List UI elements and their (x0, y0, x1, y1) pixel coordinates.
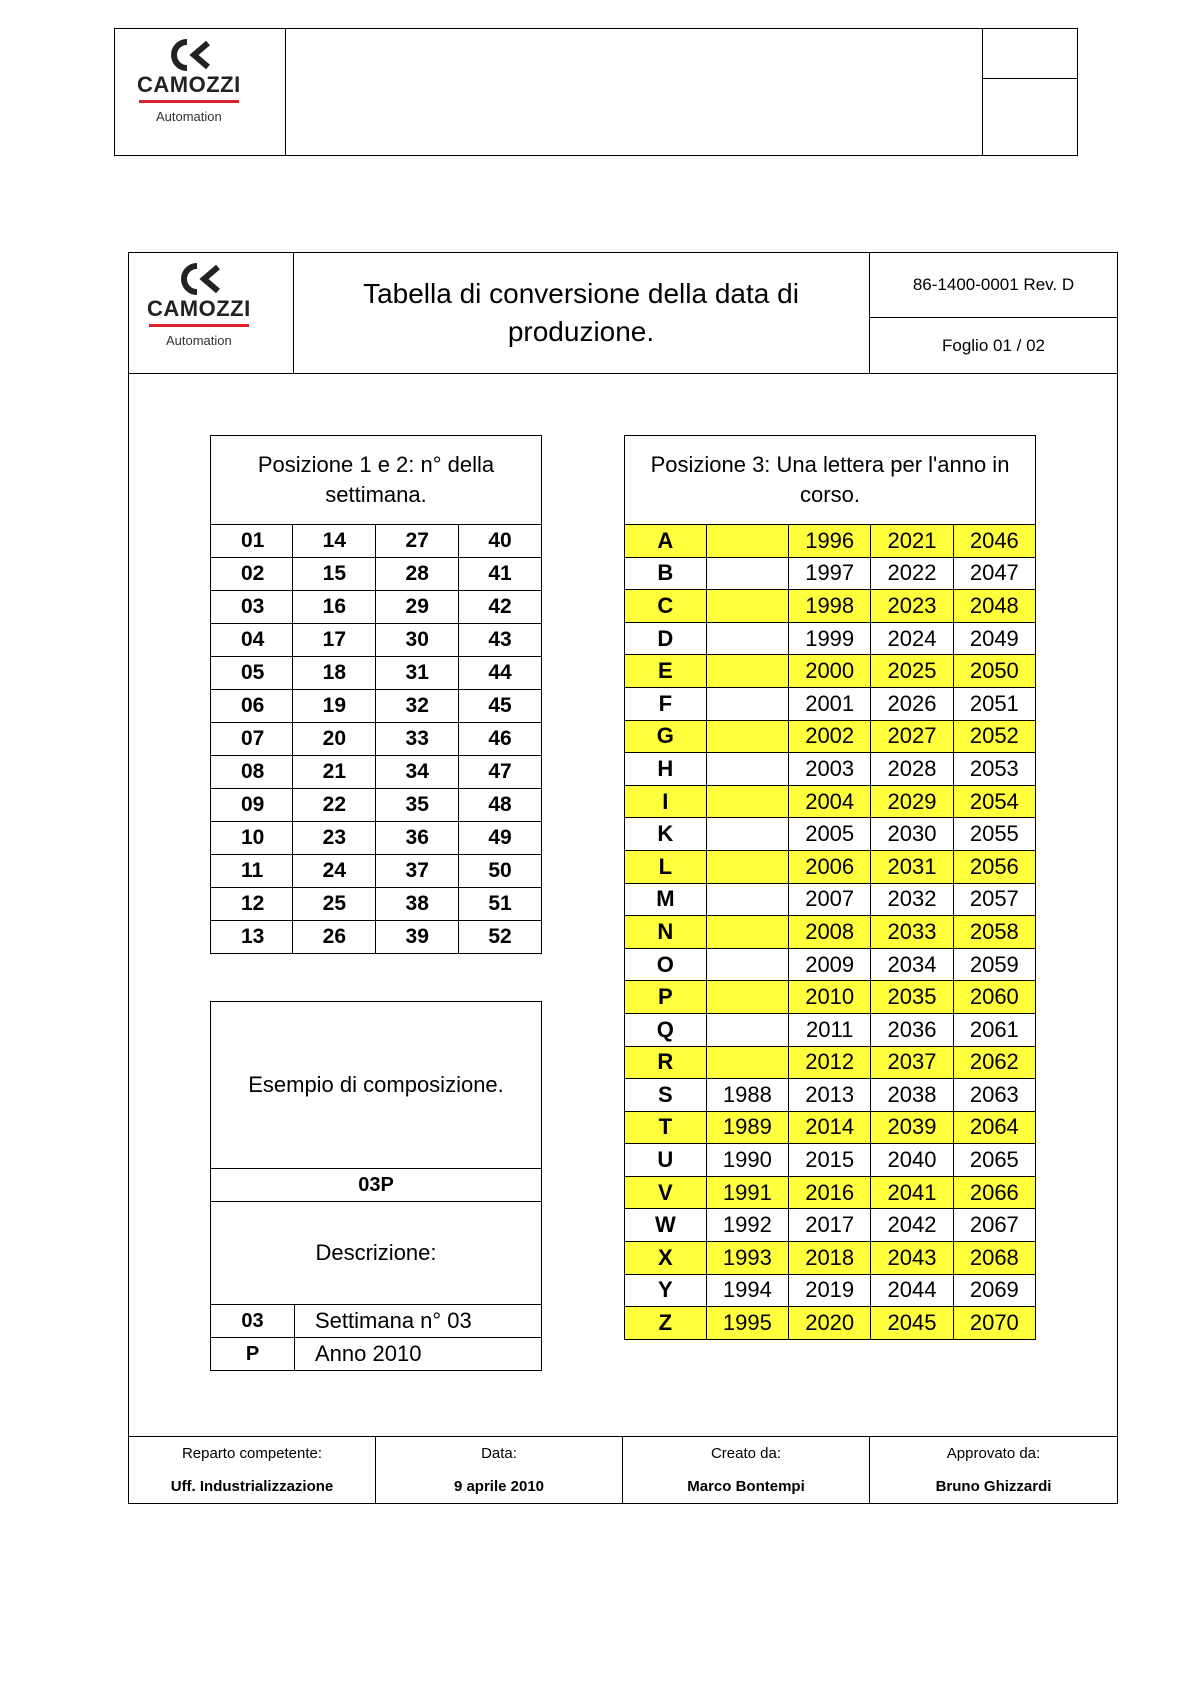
week-number-cell: 27 (376, 525, 459, 558)
year-letter-cell: C (625, 590, 707, 623)
year-letter-cell: V (625, 1176, 707, 1209)
week-number-cell: 48 (459, 789, 542, 822)
week-number-cell: 12 (211, 888, 293, 921)
week-row (211, 624, 542, 657)
week-number-cell: 02 (211, 558, 293, 591)
sheet-title: Tabella di conversione della data di produzione. (293, 253, 870, 373)
year-cell: 2007 (789, 883, 871, 916)
year-cell: 2056 (953, 850, 1035, 883)
camozzi-logo-sheet (147, 263, 251, 348)
year-cell: 2064 (953, 1111, 1035, 1144)
year-letter-cell: L (625, 850, 707, 883)
year-row (625, 948, 1036, 981)
week-row (211, 756, 542, 789)
year-row (625, 1013, 1036, 1046)
week-number-cell: 35 (376, 789, 459, 822)
year-row (625, 1242, 1036, 1275)
year-letter-cell: E (625, 655, 707, 688)
year-cell: 2067 (953, 1209, 1035, 1242)
year-row (625, 590, 1036, 623)
sheet-footer (129, 1436, 1117, 1503)
year-cell: 2022 (871, 557, 953, 590)
year-cell: 2020 (789, 1307, 871, 1340)
year-cell (706, 720, 788, 753)
year-letter-cell: U (625, 1144, 707, 1177)
week-number-table (210, 435, 542, 954)
year-cell (706, 622, 788, 655)
year-cell: 2031 (871, 850, 953, 883)
footer-label: Data: (481, 1445, 517, 1462)
week-number-cell: 18 (293, 657, 376, 690)
year-cell: 2068 (953, 1242, 1035, 1275)
year-cell: 2014 (789, 1111, 871, 1144)
year-letter-cell: G (625, 720, 707, 753)
year-row (625, 655, 1036, 688)
week-number-cell: 49 (459, 822, 542, 855)
year-cell (706, 948, 788, 981)
page-header-page-cell (982, 79, 1077, 155)
footer-label: Creato da: (710, 1445, 782, 1462)
week-number-cell: 15 (293, 558, 376, 591)
footer-value: Marco Bontempi (687, 1478, 805, 1495)
year-letter-cell: W (625, 1209, 707, 1242)
page-header-title-cell (285, 29, 983, 155)
year-cell: 2028 (871, 753, 953, 786)
year-row (625, 557, 1036, 590)
document-reference: 86-1400-0001 Rev. D (870, 253, 1117, 318)
year-cell: 2019 (789, 1274, 871, 1307)
year-cell: 2010 (789, 981, 871, 1014)
year-cell: 2015 (789, 1144, 871, 1177)
sheet-logo-cell (129, 253, 294, 373)
year-cell: 2060 (953, 981, 1035, 1014)
year-letter-cell: M (625, 883, 707, 916)
year-letter-cell: A (625, 525, 707, 558)
year-cell: 2033 (871, 916, 953, 949)
year-letter-cell: R (625, 1046, 707, 1079)
page-header-logo-cell (115, 29, 286, 155)
year-cell: 2023 (871, 590, 953, 623)
example-code: 03P (211, 1169, 542, 1202)
year-cell (706, 883, 788, 916)
example-item (211, 1305, 542, 1338)
year-row (625, 720, 1036, 753)
footer-value: 9 aprile 2010 (453, 1478, 545, 1495)
year-cell: 2066 (953, 1176, 1035, 1209)
year-cell: 2016 (789, 1176, 871, 1209)
year-cell: 2026 (871, 687, 953, 720)
year-cell: 1991 (706, 1176, 788, 1209)
year-row (625, 1111, 1036, 1144)
year-cell: 2036 (871, 1013, 953, 1046)
year-cell: 2017 (789, 1209, 871, 1242)
year-row (625, 785, 1036, 818)
year-cell (706, 525, 788, 558)
year-letter-cell: I (625, 785, 707, 818)
week-number-cell: 33 (376, 723, 459, 756)
year-cell: 2035 (871, 981, 953, 1014)
year-cell: 2046 (953, 525, 1035, 558)
year-cell: 2040 (871, 1144, 953, 1177)
year-cell: 1993 (706, 1242, 788, 1275)
year-row (625, 622, 1036, 655)
year-cell: 2021 (871, 525, 953, 558)
camozzi-logo (137, 39, 241, 124)
year-row (625, 981, 1036, 1014)
year-cell: 2013 (789, 1079, 871, 1112)
week-number-cell: 26 (293, 921, 376, 954)
year-letter-cell: H (625, 753, 707, 786)
week-number-cell: 16 (293, 591, 376, 624)
week-number-cell: 20 (293, 723, 376, 756)
year-cell: 1996 (789, 525, 871, 558)
week-number-cell: 52 (459, 921, 542, 954)
year-row (625, 850, 1036, 883)
week-number-cell: 39 (376, 921, 459, 954)
year-cell: 2054 (953, 785, 1035, 818)
year-cell: 2012 (789, 1046, 871, 1079)
year-row (625, 1307, 1036, 1340)
year-cell: 1988 (706, 1079, 788, 1112)
year-cell: 1989 (706, 1111, 788, 1144)
example-item-value: Anno 2010 (295, 1338, 542, 1371)
week-number-cell: 11 (211, 855, 293, 888)
year-cell: 2053 (953, 753, 1035, 786)
year-cell: 2055 (953, 818, 1035, 851)
year-cell: 2051 (953, 687, 1035, 720)
week-number-cell: 24 (293, 855, 376, 888)
year-cell: 2002 (789, 720, 871, 753)
year-row (625, 753, 1036, 786)
week-number-cell: 41 (459, 558, 542, 591)
brand-sub: Automation (165, 333, 232, 348)
year-row (625, 1176, 1036, 1209)
week-number-cell: 32 (376, 690, 459, 723)
year-cell (706, 818, 788, 851)
week-number-cell: 46 (459, 723, 542, 756)
year-cell: 2004 (789, 785, 871, 818)
year-cell: 2057 (953, 883, 1035, 916)
week-row (211, 789, 542, 822)
year-cell: 1999 (789, 622, 871, 655)
year-cell (706, 590, 788, 623)
year-letter-cell: Z (625, 1307, 707, 1340)
year-row (625, 687, 1036, 720)
week-row (211, 657, 542, 690)
year-cell: 2018 (789, 1242, 871, 1275)
year-row (625, 1209, 1036, 1242)
example-item-key: 03 (211, 1305, 295, 1338)
year-cell: 2039 (871, 1111, 953, 1144)
week-number-cell: 01 (211, 525, 293, 558)
year-cell: 1995 (706, 1307, 788, 1340)
year-row (625, 1079, 1036, 1112)
week-number-cell: 36 (376, 822, 459, 855)
year-letter-table (624, 435, 1036, 1340)
year-cell: 2048 (953, 590, 1035, 623)
footer-department (129, 1437, 376, 1503)
page-header-ref-cell (982, 29, 1077, 79)
week-number-cell: 50 (459, 855, 542, 888)
page-header (114, 28, 1078, 156)
year-cell: 2069 (953, 1274, 1035, 1307)
year-cell: 2011 (789, 1013, 871, 1046)
week-number-cell: 38 (376, 888, 459, 921)
year-cell: 2058 (953, 916, 1035, 949)
year-letter-cell: B (625, 557, 707, 590)
week-number-cell: 31 (376, 657, 459, 690)
week-number-cell: 34 (376, 756, 459, 789)
week-number-cell: 28 (376, 558, 459, 591)
year-cell: 2032 (871, 883, 953, 916)
year-cell: 2052 (953, 720, 1035, 753)
week-number-cell: 23 (293, 822, 376, 855)
week-number-cell: 04 (211, 624, 293, 657)
week-row (211, 855, 542, 888)
year-cell: 2030 (871, 818, 953, 851)
year-cell (706, 655, 788, 688)
brand-red-line (139, 100, 239, 103)
year-letter-cell: N (625, 916, 707, 949)
year-cell: 2070 (953, 1307, 1035, 1340)
week-number-cell: 05 (211, 657, 293, 690)
year-cell: 2061 (953, 1013, 1035, 1046)
footer-date (376, 1437, 623, 1503)
year-letter-cell: S (625, 1079, 707, 1112)
year-letter-cell: F (625, 687, 707, 720)
week-number-cell: 19 (293, 690, 376, 723)
week-number-cell: 03 (211, 591, 293, 624)
week-row (211, 921, 542, 954)
year-cell (706, 557, 788, 590)
example-item-key: P (211, 1338, 295, 1371)
footer-label: Approvato da: (946, 1445, 1041, 1462)
year-cell (706, 981, 788, 1014)
year-cell: 1990 (706, 1144, 788, 1177)
page-number: Foglio 01 / 02 (941, 335, 1045, 355)
year-cell: 2001 (789, 687, 871, 720)
week-number-cell: 40 (459, 525, 542, 558)
example-item (211, 1338, 542, 1371)
week-row (211, 591, 542, 624)
brand-red-line (149, 324, 249, 327)
example-table (210, 1001, 542, 1371)
week-number-cell: 10 (211, 822, 293, 855)
year-row (625, 1144, 1036, 1177)
brand-name: CAMOZZI (137, 72, 241, 97)
document-sheet (128, 252, 1118, 1504)
footer-value: Bruno Ghizzardi (935, 1478, 1052, 1495)
year-cell: 2024 (871, 622, 953, 655)
year-cell (706, 1046, 788, 1079)
year-cell: 2049 (953, 622, 1035, 655)
year-cell (706, 850, 788, 883)
week-number-cell: 42 (459, 591, 542, 624)
sheet-header (129, 253, 1117, 374)
year-cell: 2003 (789, 753, 871, 786)
year-letter-cell: D (625, 622, 707, 655)
week-number-cell: 08 (211, 756, 293, 789)
week-number-cell: 13 (211, 921, 293, 954)
example-description-label: Descrizione: (211, 1202, 542, 1305)
year-row (625, 916, 1036, 949)
year-letter-cell: K (625, 818, 707, 851)
year-cell: 1992 (706, 1209, 788, 1242)
week-number-cell: 25 (293, 888, 376, 921)
week-number-cell: 06 (211, 690, 293, 723)
year-cell: 1998 (789, 590, 871, 623)
footer-value: Uff. Industrializzazione (170, 1478, 334, 1495)
footer-approved-by (870, 1437, 1117, 1503)
week-number-cell: 47 (459, 756, 542, 789)
year-row (625, 818, 1036, 851)
year-cell: 2045 (871, 1307, 953, 1340)
week-number-cell: 22 (293, 789, 376, 822)
year-letter-cell: T (625, 1111, 707, 1144)
year-cell: 1994 (706, 1274, 788, 1307)
year-cell: 2042 (871, 1209, 953, 1242)
example-title: Esempio di composizione. (211, 1002, 542, 1169)
brand-sub: Automation (155, 109, 222, 124)
year-cell (706, 916, 788, 949)
footer-label: Reparto competente: (181, 1445, 323, 1462)
year-row (625, 525, 1036, 558)
brand-name: CAMOZZI (147, 296, 251, 321)
week-number-cell: 21 (293, 756, 376, 789)
year-cell: 2038 (871, 1079, 953, 1112)
week-number-cell: 43 (459, 624, 542, 657)
year-cell (706, 753, 788, 786)
year-cell: 2027 (871, 720, 953, 753)
year-cell: 2062 (953, 1046, 1035, 1079)
year-cell: 2065 (953, 1144, 1035, 1177)
week-number-cell: 07 (211, 723, 293, 756)
year-cell (706, 1013, 788, 1046)
year-cell: 2000 (789, 655, 871, 688)
year-cell: 2006 (789, 850, 871, 883)
week-number-cell: 30 (376, 624, 459, 657)
year-cell: 2050 (953, 655, 1035, 688)
week-row (211, 723, 542, 756)
camozzi-mark-icon (167, 39, 211, 71)
year-cell: 2037 (871, 1046, 953, 1079)
year-cell: 2008 (789, 916, 871, 949)
week-number-cell: 51 (459, 888, 542, 921)
year-cell: 2059 (953, 948, 1035, 981)
week-number-cell: 14 (293, 525, 376, 558)
week-number-cell: 37 (376, 855, 459, 888)
week-row (211, 525, 542, 558)
year-cell (706, 785, 788, 818)
footer-created-by (623, 1437, 870, 1503)
year-letter-cell: Y (625, 1274, 707, 1307)
year-cell: 2005 (789, 818, 871, 851)
year-row (625, 883, 1036, 916)
week-number-cell: 29 (376, 591, 459, 624)
year-row (625, 1274, 1036, 1307)
week-table-header: Posizione 1 e 2: n° della settimana. (211, 436, 542, 525)
year-cell: 2041 (871, 1176, 953, 1209)
week-number-cell: 44 (459, 657, 542, 690)
week-number-cell: 09 (211, 789, 293, 822)
week-row (211, 888, 542, 921)
year-cell: 2034 (871, 948, 953, 981)
year-cell: 2044 (871, 1274, 953, 1307)
year-row (625, 1046, 1036, 1079)
year-cell: 2029 (871, 785, 953, 818)
year-cell: 2025 (871, 655, 953, 688)
week-number-cell: 45 (459, 690, 542, 723)
year-cell: 1997 (789, 557, 871, 590)
example-item-value: Settimana n° 03 (295, 1305, 542, 1338)
camozzi-mark-icon (177, 263, 221, 295)
year-cell: 2047 (953, 557, 1035, 590)
year-letter-cell: X (625, 1242, 707, 1275)
year-cell: 2009 (789, 948, 871, 981)
week-number-cell: 17 (293, 624, 376, 657)
year-cell: 2063 (953, 1079, 1035, 1112)
year-letter-cell: Q (625, 1013, 707, 1046)
year-letter-cell: O (625, 948, 707, 981)
week-row (211, 822, 542, 855)
year-cell: 2043 (871, 1242, 953, 1275)
week-row (211, 558, 542, 591)
year-letter-cell: P (625, 981, 707, 1014)
year-cell (706, 687, 788, 720)
year-table-header: Posizione 3: Una lettera per l'anno in corso. (625, 436, 1036, 525)
week-row (211, 690, 542, 723)
